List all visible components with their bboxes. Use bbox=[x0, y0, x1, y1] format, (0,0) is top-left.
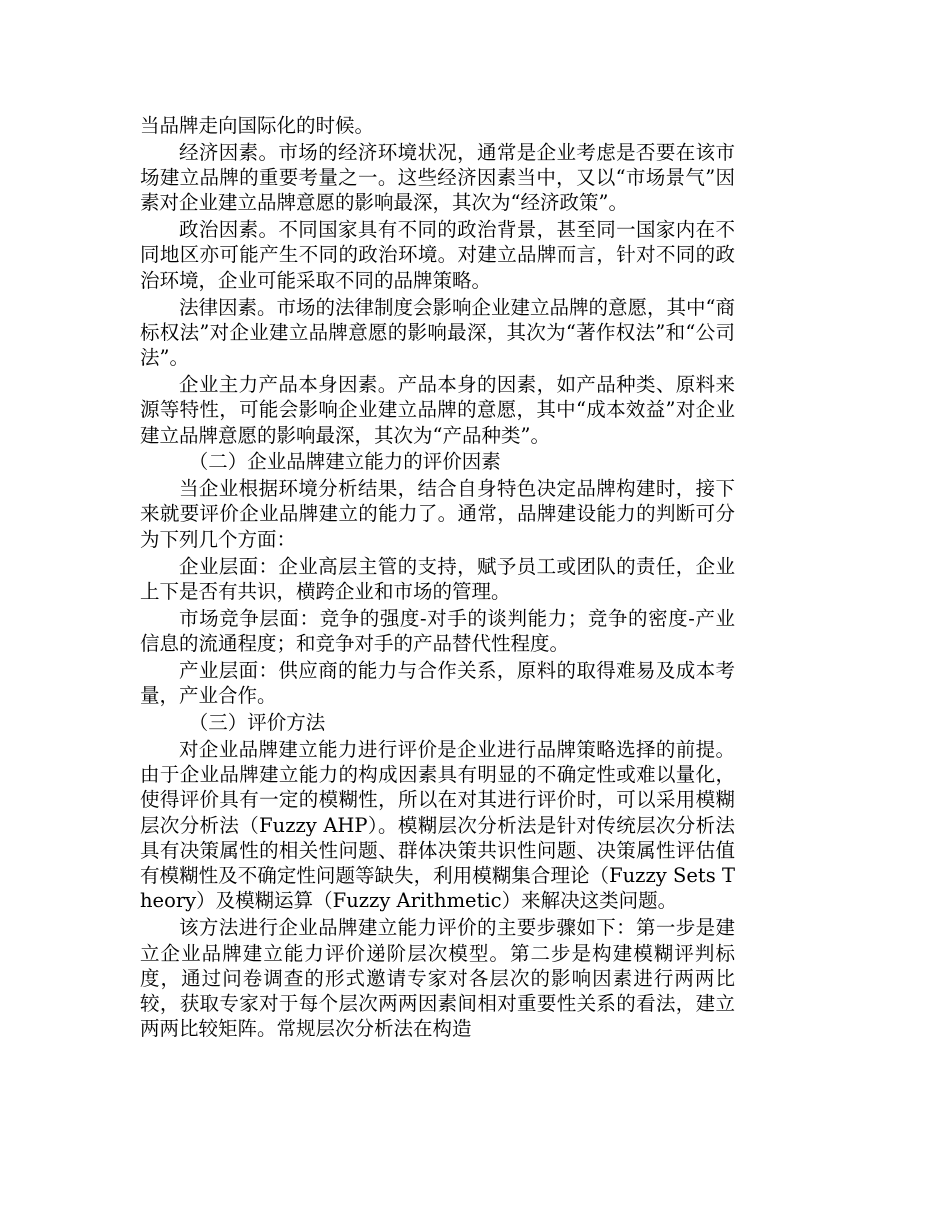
paragraph-fuzzy-ahp: 对企业品牌建立能力进行评价是企业进行品牌策略选择的前提。由于企业品牌建立能力的构成因素具有明显的不确定性或难以量化，使得评价具有一定的模糊性，所以在对其进行评价时，可以采用模糊层次分析法（Fuzzy AHP）。模糊层次分析法是针对传统层次分析法具有决策属性的相关性问题、群体决策共识性问题、决策属性评估值有模糊性及不确定性问题等缺失，利用模糊集合理论（Fuzzy Sets Theory）及模糊运算（Fuzzy Arithmetic）来解决这类问题。 bbox=[140, 737, 735, 913]
paragraph-market-competition-level: 市场竞争层面：竞争的强度-对手的谈判能力；竞争的密度-产业信息的流通程度；和竞争对手的产品替代性程度。 bbox=[140, 606, 735, 655]
paragraph-political-factors: 政治因素。不同国家具有不同的政治背景，甚至同一国家内在不同地区亦可能产生不同的政治环境。对建立品牌而言，针对不同的政治环境，企业可能采取不同的品牌策略。 bbox=[140, 218, 735, 292]
paragraph-evaluation-steps: 该方法进行企业品牌建立能力评价的主要步骤如下：第一步是建立企业品牌建立能力评价递阶层次模型。第二步是构建模糊评判标度，通过问卷调查的形式邀请专家对各层次的影响因素进行两两比较，获取专家对于每个层次两两因素间相对重要性关系的看法，建立两两比较矩阵。常规层次分析法在构造 bbox=[140, 916, 735, 1041]
paragraph-continuation: 当品牌走向国际化的时候。 bbox=[140, 114, 375, 137]
paragraph-product-factors: 企业主力产品本身因素。产品本身的因素，如产品种类、原料来源等特性，可能会影响企业建立品牌的意愿，其中“成本效益”对企业建立品牌意愿的影响最深，其次为“产品种类”。 bbox=[140, 372, 735, 447]
section-heading-evaluation-method: （三）评价方法 bbox=[188, 710, 326, 734]
section-heading-evaluation-factors: （二）企业品牌建立能力的评价因素 bbox=[188, 450, 501, 474]
paragraph-industry-level: 产业层面：供应商的能力与合作关系，原料的取得难易及成本考量，产业合作。 bbox=[140, 658, 735, 708]
document-body bbox=[140, 113, 735, 1043]
paragraph-enterprise-level: 企业层面：企业高层主管的支持，赋予员工或团队的责任，企业上下是否有共识，横跨企业和市场的管理。 bbox=[140, 554, 735, 603]
paragraph-legal-factors: 法律因素。市场的法律制度会影响企业建立品牌的意愿，其中“商标权法”对企业建立品牌意愿的影响最深，其次为“著作权法”和“公司法”。 bbox=[140, 295, 735, 370]
paragraph-capability-intro: 当企业根据环境分析结果，结合自身特色决定品牌构建时，接下来就要评价企业品牌建立的能力了。通常，品牌建设能力的判断可分为下列几个方面： bbox=[140, 477, 735, 551]
paragraph-economic-factors: 经济因素。市场的经济环境状况，通常是企业考虑是否要在该市场建立品牌的重要考量之一。这些经济因素当中，又以“市场景气”因素对企业建立品牌意愿的影响最深，其次为“经济政策”。 bbox=[140, 140, 735, 215]
